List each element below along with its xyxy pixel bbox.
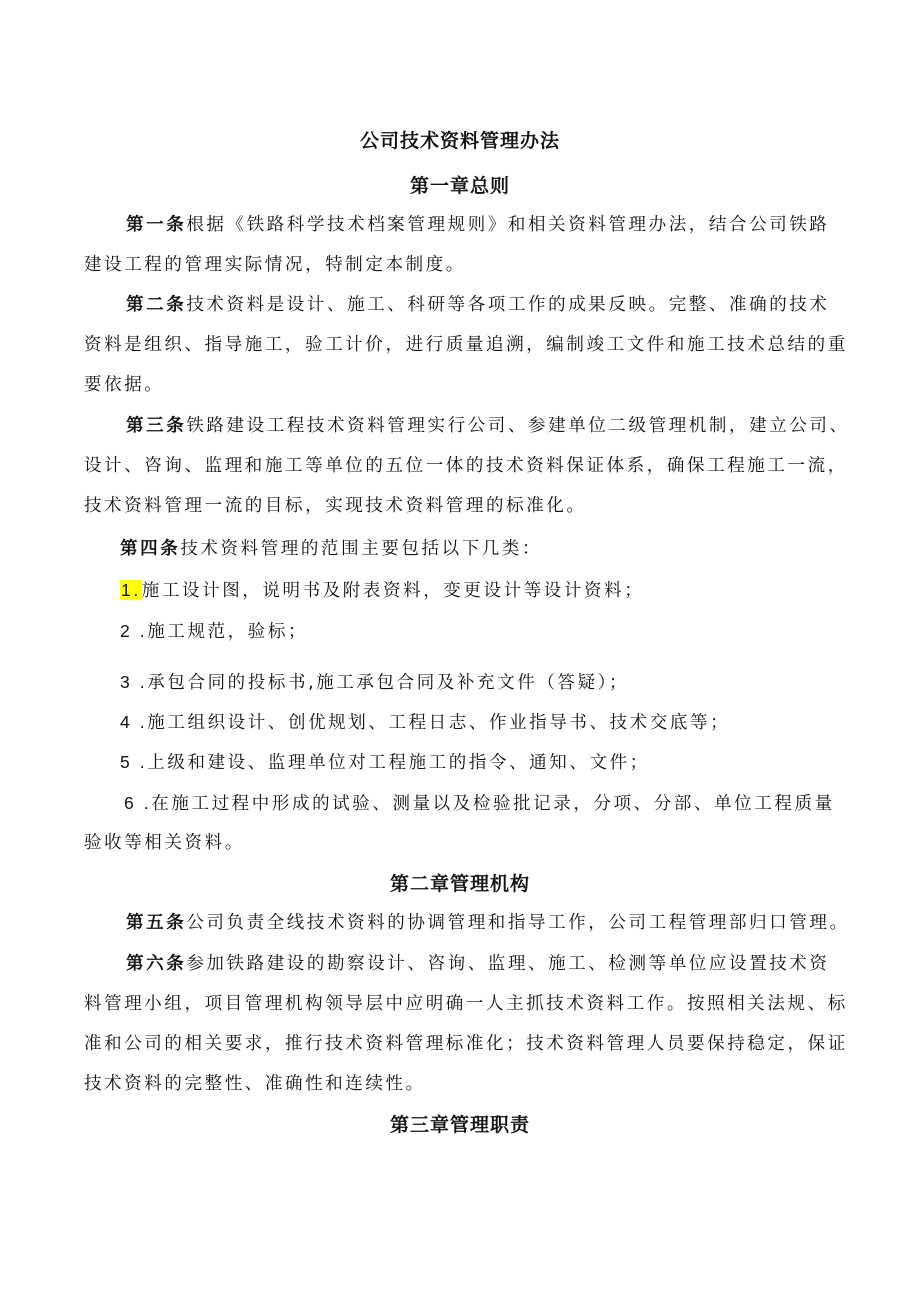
chapter-1-heading: 第一章总则 [409,175,510,197]
article-2-text: 技术资料是设计、施工、科研等各项工作的成果反映。完整、准确的技术 [186,295,830,315]
list-item-3-text: 承包合同的投标书,施工承包合同及补充文件（答疑）； [147,673,630,693]
article-4-text: 技术资料管理的范围主要包括以下几类： [180,539,543,559]
article-4 [84,529,844,569]
article-4-label: 第四条 [120,539,181,559]
list-item-3 [84,662,844,702]
article-2-label: 第二条 [126,295,187,315]
list-item-5-number: 5 . [120,752,148,772]
list-item-4-number: 4 . [120,712,148,732]
article-3-text-cont: 设计、咨询、监理和施工等单位的五位一体的技术资料保证体系，确保工程施工一流， [84,456,848,476]
article-6-text-cont3: 技术资料的完整性、准确性和连续性。 [84,1074,426,1094]
article-5-label: 第五条 [126,913,187,933]
list-item-1-text: 施工设计图，说明书及附表资料，变更设计等设计资料； [141,581,645,601]
list-item-6 [84,783,844,863]
list-item-2-number: 2 . [120,621,148,641]
article-6 [84,944,848,1104]
list-item-5-text: 上级和建设、监理单位对工程施工的指令、通知、文件； [147,753,650,773]
article-2 [84,285,848,405]
chapter-2-heading: 第二章管理机构 [389,873,530,895]
list-item-2 [84,611,844,651]
article-2-text-cont: 资料是组织、指导施工，验工计价，进行质量追溯，编制竣工文件和施工技术总结的重 [84,335,848,355]
list-item-6-text-cont: 验收等相关资料。 [84,833,245,853]
article-3 [84,406,850,526]
article-6-text: 参加铁路建设的勘察设计、咨询、监理、施工、检测等单位应设置技术资 [186,954,830,974]
article-5-text: 公司负责全线技术资料的协调管理和指导工作，公司工程管理部归口管理。 [186,913,850,933]
list-item-1-number: 1. [121,580,141,600]
list-item-1 [84,570,844,610]
article-5 [84,903,850,943]
article-1-label: 第一条 [126,215,187,235]
article-6-text-cont2: 准和公司的相关要求，推行技术资料管理标准化；技术资料管理人员要保持稳定，保证 [84,1034,848,1054]
article-6-text-cont: 料管理小组，项目管理机构领导层中应明确一人主抓技术资料工作。按照相关法规、标 [84,994,848,1014]
list-item-4 [84,702,844,742]
article-1-text-cont: 建设工程的管理实际情况，特制定本制度。 [84,255,466,275]
list-item-3-number: 3 . [120,672,148,692]
chapter-3-heading: 第三章管理职责 [389,1114,530,1136]
document-title: 公司技术资料管理办法 [359,130,560,152]
article-2-text-cont2: 要依据。 [84,375,165,395]
list-item-2-text: 施工规范，验标； [147,622,309,642]
article-6-label: 第六条 [126,954,187,974]
list-item-6-text: 在施工过程中形成的试验、测量以及检验批记录，分项、分部、单位工程质量 [151,794,835,814]
article-1 [84,205,844,285]
article-3-text-cont2: 技术资料管理一流的目标，实现技术资料管理的标准化。 [84,496,587,516]
article-3-label: 第三条 [126,416,187,436]
article-3-text: 铁路建设工程技术资料管理实行公司、参建单位二级管理机制，建立公司、 [186,416,850,436]
list-item-5 [84,742,844,782]
list-item-4-text: 施工组织设计、创优规划、工程日志、作业指导书、技术交底等； [147,713,731,733]
list-item-6-number: 6 . [124,793,152,813]
article-1-text: 根据《铁路科学技术档案管理规则》和相关资料管理办法，结合公司铁路 [186,215,830,235]
